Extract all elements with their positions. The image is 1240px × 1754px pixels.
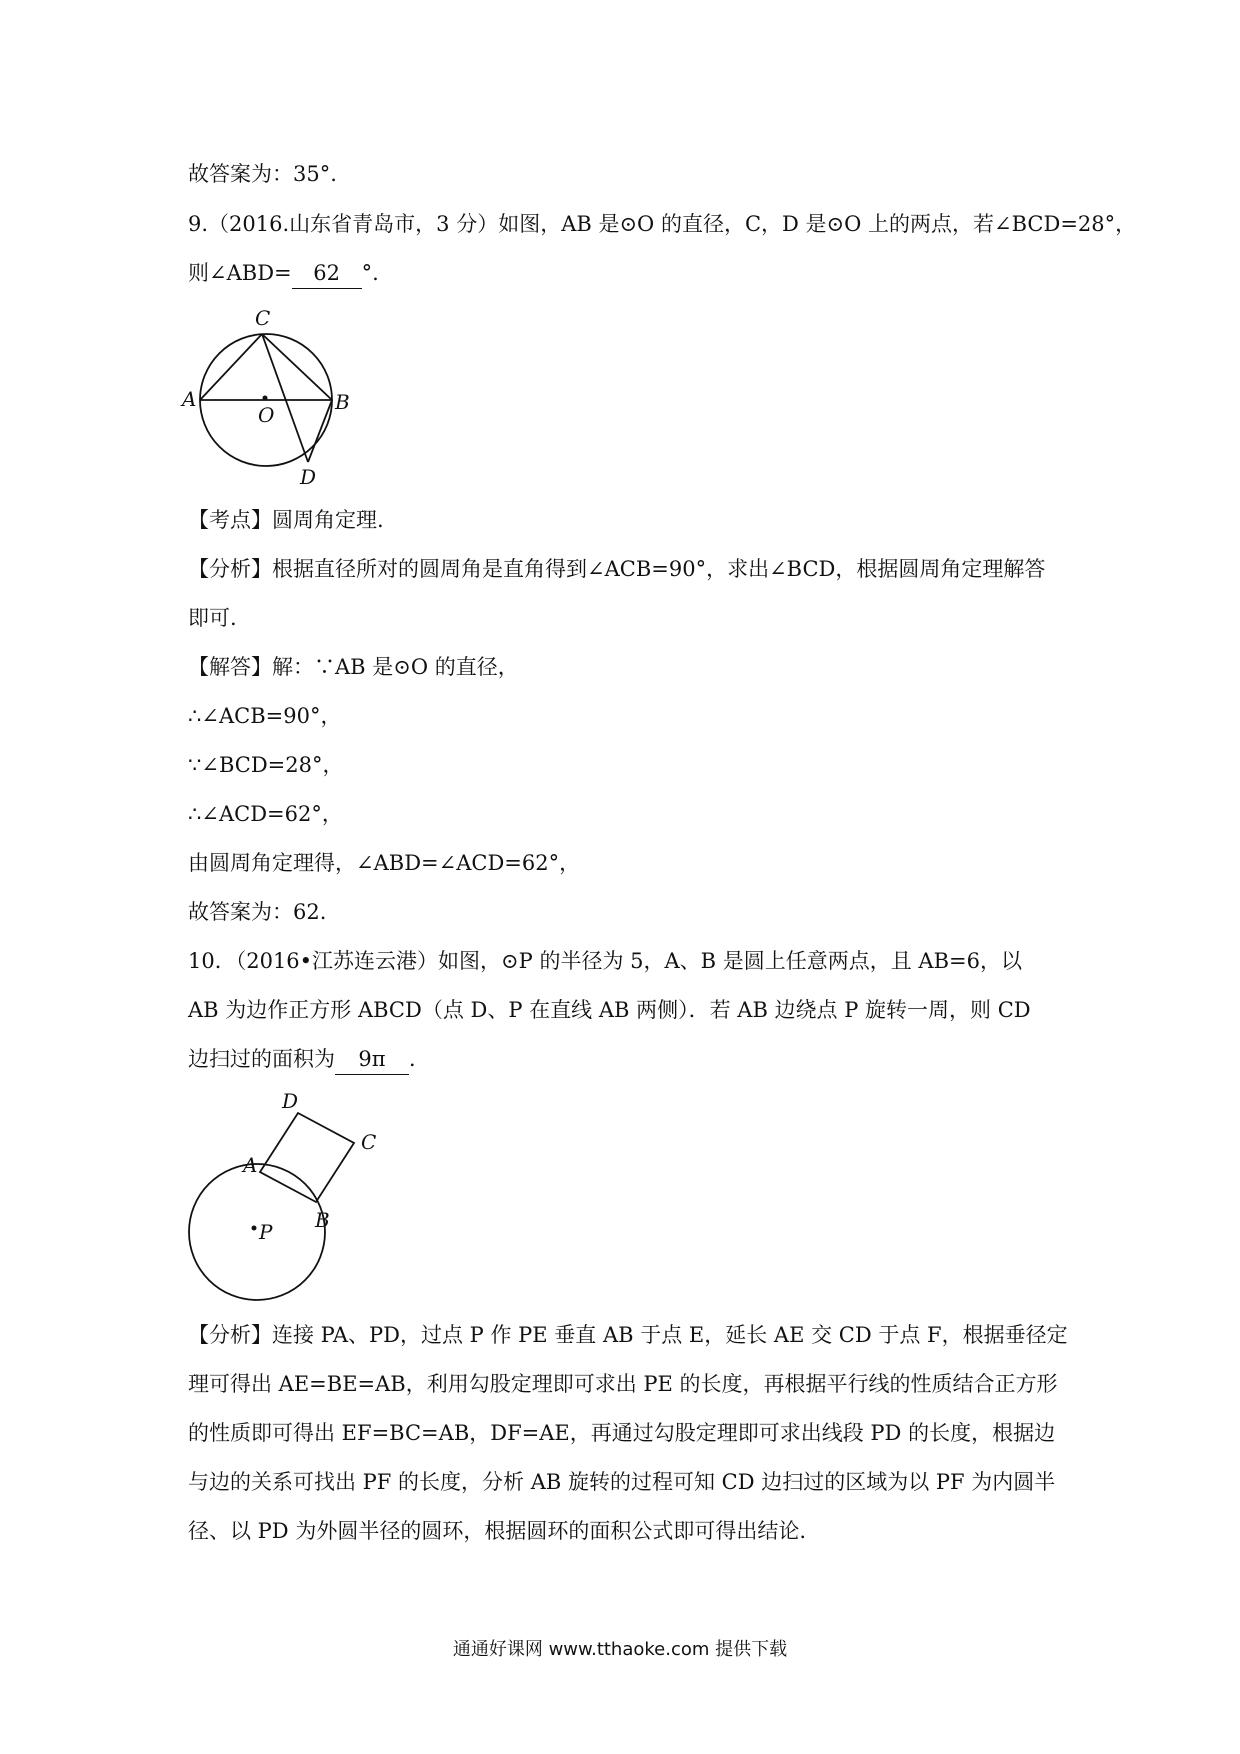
step-acb: ∴∠ACB=90°， bbox=[188, 704, 342, 728]
circle-o-diagram bbox=[180, 300, 380, 490]
square-circle-figure bbox=[180, 1075, 400, 1309]
question-10-line-2: AB 为边作正方形 ABCD（点 D、P 在直线 AB 两侧）．若 AB 边绕点 P 旋转一周，则 CD bbox=[188, 998, 1031, 1022]
circle-o-figure bbox=[180, 300, 380, 494]
label-a: A bbox=[243, 1153, 258, 1177]
jieda-line: 【解答】解：∵AB 是⊙O 的直径， bbox=[188, 655, 519, 679]
chord-bc bbox=[262, 334, 332, 400]
label-c: C bbox=[361, 1130, 377, 1154]
fenxi10-line-5: 径、以 PD 为外圆半径的圆环，根据圆环的面积公式即可得出结论. bbox=[188, 1519, 806, 1543]
label-c: C bbox=[255, 306, 271, 330]
square-abcd bbox=[260, 1113, 354, 1202]
step-acd: ∴∠ACD=62°， bbox=[188, 802, 343, 826]
label-d: D bbox=[300, 465, 317, 489]
label-a: A bbox=[182, 387, 197, 411]
step-bcd: ∵∠BCD=28°， bbox=[188, 753, 344, 777]
label-p: P bbox=[259, 1220, 273, 1244]
label-b: B bbox=[335, 390, 350, 414]
kaodian-line: 【考点】圆周角定理. bbox=[188, 508, 384, 532]
label-b: B bbox=[315, 1208, 330, 1232]
chord-cd bbox=[262, 334, 308, 462]
fenxi-line-2: 即可. bbox=[188, 606, 237, 630]
fenxi10-line-1: 【分析】连接 PA、PD，过点 P 作 PE 垂直 AB 于点 E，延长 AE 交 CD 于点 F，根据垂径定 bbox=[188, 1323, 1068, 1347]
circle-p bbox=[189, 1164, 325, 1300]
chord-bd bbox=[308, 400, 332, 462]
fenxi10-line-2: 理可得出 AE=BE=AB，利用勾股定理即可求出 PE 的长度，再根据平行线的性质结合正方形 bbox=[188, 1372, 1058, 1396]
center-point-p bbox=[252, 1226, 257, 1231]
step-abd: 由圆周角定理得，∠ABD=∠ACD=62°， bbox=[188, 851, 581, 875]
label-d: D bbox=[282, 1089, 299, 1113]
question-9-line-2 bbox=[188, 258, 379, 289]
square-circle-diagram bbox=[180, 1075, 400, 1305]
q10-prefix: 边扫过的面积为 bbox=[188, 1047, 335, 1071]
q9-suffix: °. bbox=[361, 261, 379, 285]
fenxi-line-1: 【分析】根据直径所对的圆周角是直角得到∠ACB=90°，求出∠BCD，根据圆周角定理解答 bbox=[188, 557, 1046, 581]
q10-suffix: ． bbox=[409, 1047, 430, 1071]
q10-answer-blank: 9π bbox=[335, 1044, 409, 1075]
center-point-o bbox=[263, 396, 268, 401]
q9-answer-blank: 62 bbox=[292, 258, 362, 289]
fenxi10-line-3: 的性质即可得出 EF=BC=AB，DF=AE，再通过勾股定理即可求出线段 PD 的长度，根据边 bbox=[188, 1421, 1056, 1445]
q9-prefix: 则∠ABD= bbox=[188, 261, 292, 285]
question-9-line-1: 9.（2016.山东省青岛市，3 分）如图，AB 是⊙O 的直径，C，D 是⊙O 上的两点，若∠BCD=28°， bbox=[188, 212, 1137, 236]
question-10-line-3 bbox=[188, 1044, 430, 1075]
label-o: O bbox=[258, 403, 275, 427]
answer-line-35: 故答案为：35°. bbox=[188, 162, 337, 186]
answer-line-62: 故答案为：62. bbox=[188, 900, 327, 924]
fenxi10-line-4: 与边的关系可找出 PF 的长度，分析 AB 旋转的过程可知 CD 边扫过的区域为以 PF 为内圆半 bbox=[188, 1470, 1056, 1494]
page-footer: 通通好课网 www.tthaoke.com 提供下载 bbox=[452, 1639, 788, 1660]
question-10-line-1: 10．（2016•江苏连云港）如图，⊙P 的半径为 5，A、B 是圆上任意两点，且 AB=6，以 bbox=[188, 949, 1022, 973]
